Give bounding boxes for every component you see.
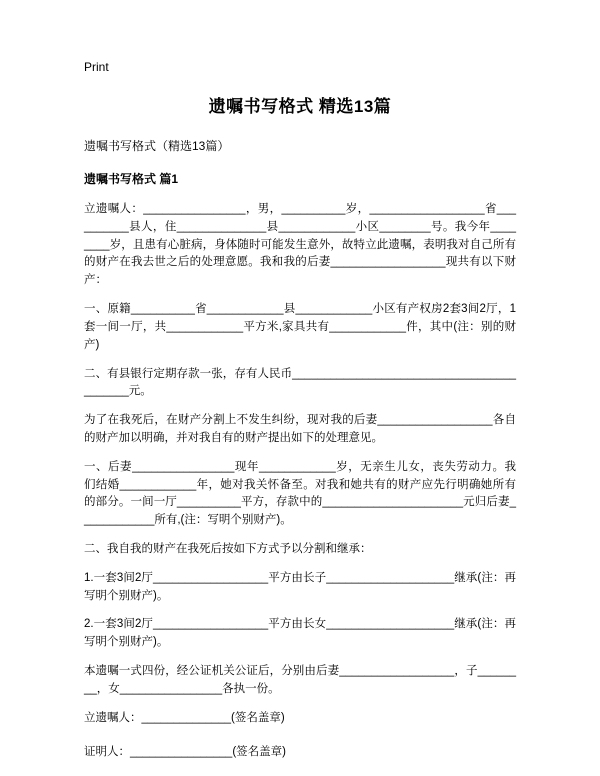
page-title: 遗嘱书写格式 精选13篇 bbox=[208, 97, 392, 116]
paragraph-testator-intro: 立遗嘱人：________________，男，__________岁，__________________省__________县人，住______________县____________小区________号。我今年________岁，且患有心脏病，身体随时可能发生意外，故特立此遗嘱，表明我对自己所有的财产在我去世之后的处理意愿。我和我的后妻__________________现共有以下财产： bbox=[84, 203, 516, 287]
signature-testator: 立遗嘱人：______________(签名盖章) bbox=[84, 711, 285, 724]
document-subtitle: 遗嘱书写格式（精选13篇） bbox=[84, 139, 230, 153]
section-heading: 遗嘱书写格式 篇1 bbox=[84, 172, 179, 186]
paragraph-property-1: 一、原籍__________省____________县____________小区有产权房2套3间2厅，1套一间一厅，共____________平方米,家具共有____________件，其中(注：别的财产) bbox=[84, 303, 516, 351]
print-link[interactable]: Print bbox=[84, 60, 109, 74]
paragraph-property-2: 二、有县银行定期存款一张，存有人民币__________________________________________元。 bbox=[84, 367, 516, 398]
paragraph-wife-property: 一、后妻________________现年____________岁，无亲生儿女，丧失劳动力。我们结婚____________年，她对我关怀备至。对我和她共有的财产应先行明确她所有的部分。一间一厅__________平方，存款中的______________________元归后妻____________所有,(注：写明个别财产)。 bbox=[84, 460, 516, 527]
paragraph-heir-daughter: 2.一套3间2厅__________________平方由长女____________________继承(注：再写明个别财产)。 bbox=[84, 618, 516, 649]
paragraph-heir-son: 1.一套3间2厅__________________平方由长子____________________继承(注：再写明个别财产)。 bbox=[84, 571, 516, 602]
signature-witness: 证明人：________________(签名盖章) bbox=[84, 745, 286, 758]
paragraph-copies: 本遗嘱一式四份，经公证机关公证后，分别由后妻__________________，子________，女________________各执一份。 bbox=[84, 665, 516, 695]
paragraph-division-intro: 二、我自我的财产在我死后按如下方式予以分割和继承： bbox=[84, 543, 372, 555]
paragraph-purpose: 为了在我死后，在财产分割上不发生纠纷，现对我的后妻__________________各自的财产加以明确，并对我自有的财产提出如下的处理意见。 bbox=[84, 414, 516, 444]
